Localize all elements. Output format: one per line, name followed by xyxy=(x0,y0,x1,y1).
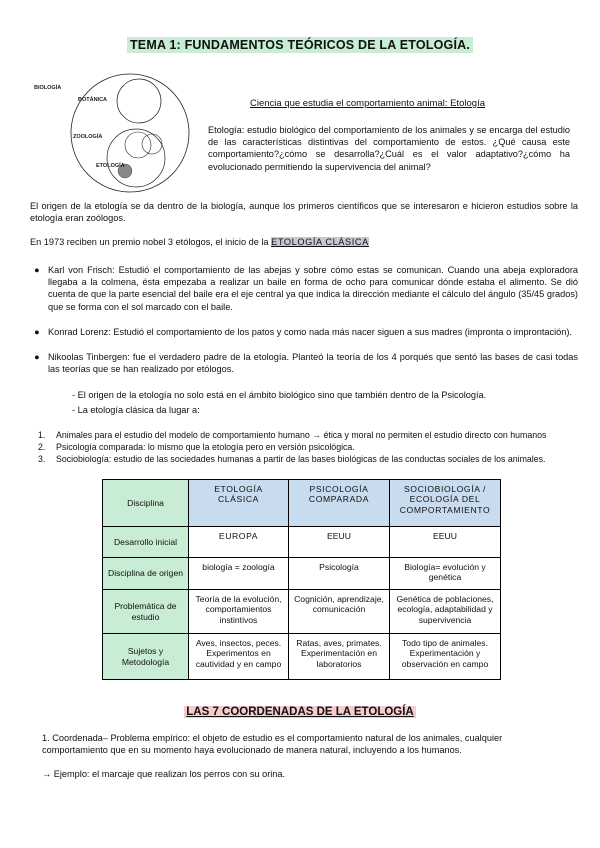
table-cell: Psicología xyxy=(289,558,390,590)
botanica-circle xyxy=(117,79,161,123)
section-subtitle: Ciencia que estudia el comportamiento animal: Etología xyxy=(250,98,485,109)
list-item: 2. Psicología comparada: lo mismo que la etología pero en versión psicológica. xyxy=(38,442,355,453)
table-cell: biología = zoología xyxy=(189,558,289,590)
table-header: Disciplina xyxy=(103,480,189,527)
bullet-lorenz: ● Konrad Lorenz: Estudió el comportamiento de los patos y como nada más nacer siguen a sus madres (impronta o improntación). xyxy=(34,327,572,337)
row-label: Sujetos y Metodología xyxy=(103,634,189,680)
inner-circle-b xyxy=(142,134,162,154)
table-row xyxy=(103,590,501,634)
diagram-label-biologia: BIOLOGÍA xyxy=(34,85,62,91)
origin-paragraph: El origen de la etología se da dentro de la biología, aunque los primeros científicos que se interesaron e hicieron estudios sobre la etología eran zoólogos. xyxy=(30,201,578,224)
section-title-coordenadas: LAS 7 COORDENADAS DE LA ETOLOGÍA xyxy=(186,706,414,718)
table-cell: Todo tipo de animales. Experimentación y observación en campo xyxy=(390,634,501,680)
diagram-label-etologia: ETOLOGÍA xyxy=(96,163,125,169)
row-label: Desarrollo inicial xyxy=(103,527,189,558)
table-cell: Cognición, aprendizaje, comunicación xyxy=(289,590,390,634)
definition-paragraph: Etología: estudio biológico del comportamiento de los animales y se encarga del estudio de las características distintivas del comportamiento de estos. ¿Qué causa este comportamiento?¿cómo se desarrolla?¿Cuál es el valor adaptativo?¿cómo ha evolucionado permitiendo la supervivencia del animal? xyxy=(208,125,570,172)
highlight-etologia-clasica: ETOLOGÍA CLÁSICA xyxy=(271,237,369,247)
row-label: Disciplina de origen xyxy=(103,558,189,590)
nobel-paragraph: En 1973 reciben un premio nobel 3 etólogos, el inicio de la ETOLOGÍA CLÁSICA xyxy=(30,237,369,247)
dash-line-1: - El origen de la etología no solo está en el ámbito biológico sino que también dentro de la Psicología. xyxy=(72,390,487,400)
page-title: TEMA 1: FUNDAMENTOS TEÓRICOS DE LA ETOLOGÍA. xyxy=(0,36,600,54)
numbered-list xyxy=(38,429,583,466)
table-cell: Teoría de la evolución, comportamientos instintivos xyxy=(189,590,289,634)
list-item: 1. Animales para el estudio del modelo de comportamiento humano → ética y moral no permiten el estudio directo con humanos xyxy=(38,430,547,440)
list-item: 3. Sociobiología: estudio de las sociedades humanas a partir de las bases biológicas de las conductas sociales de los animales. xyxy=(38,454,546,465)
inner-circle-a xyxy=(125,132,151,158)
table-cell: EEUU xyxy=(390,527,501,558)
table-header: SOCIOBIOLOGÍA / ECOLOGÍA DEL COMPORTAMIENTO xyxy=(390,480,501,527)
table-cell: EEUU xyxy=(289,527,390,558)
table-row xyxy=(103,558,501,590)
example-line: → Ejemplo: el marcaje que realizan los perros con su orina. xyxy=(42,769,286,779)
table-header: PSICOLOGÍA COMPARADA xyxy=(289,480,390,527)
dash-line-2: - La etología clásica da lugar a: xyxy=(72,405,200,415)
row-label: Problemática de estudio xyxy=(103,590,189,634)
bullet-frisch: ● Karl von Frisch: Estudió el comportamiento de las abejas y sobre cómo estas se comunican. Cuando una abeja exploradora llegaba a la colmena, ésta empezaba a realizar un baile en forma de ocho para comunicar dónde estaba el alimento. Se dió cuenta de que la parte esencial del baile era el eje central ya que indica la dirección mediante el cálculo del ángulo (35/45 grados) que se forma con el sol marcado con el baile. xyxy=(34,265,578,312)
coordinate-1-paragraph: 1. Coordenada– Problema empírico: el objeto de estudio es el comportamiento natural de los animales, cualquier comportamiento que en su momento haya evolucionado de manera natural, incluyendo a los humanos. xyxy=(42,733,503,756)
bullet-tinbergen: ● Nikoolas Tinbergen: fue el verdadero padre de la etología. Planteó la teoría de los 4 porqués que sentó las bases de casi todas las teorías que se han realizado por etólogos. xyxy=(34,352,578,375)
table-cell: Ratas, aves, primates. Experimentación en laboratorios xyxy=(289,634,390,680)
comparison-table xyxy=(102,479,501,680)
diagram-label-botanica: BOTÁNICA xyxy=(78,97,108,103)
table-cell: EUROPA xyxy=(189,527,289,558)
table-row xyxy=(103,527,501,558)
table-cell: Aves, insectos, peces. Experimentos en cautividad y en campo xyxy=(189,634,289,680)
table-cell: Biología= evolución y genética xyxy=(390,558,501,590)
table-header: ETOLOGÍA CLÁSICA xyxy=(189,480,289,527)
diagram-label-zoologia: ZOOLOGÍA xyxy=(73,134,103,140)
table-header-row xyxy=(103,480,501,527)
table-cell: Genética de poblaciones, ecología, adaptabilidad y supervivencia xyxy=(390,590,501,634)
table-row xyxy=(103,634,501,680)
biology-diagram xyxy=(30,70,210,200)
